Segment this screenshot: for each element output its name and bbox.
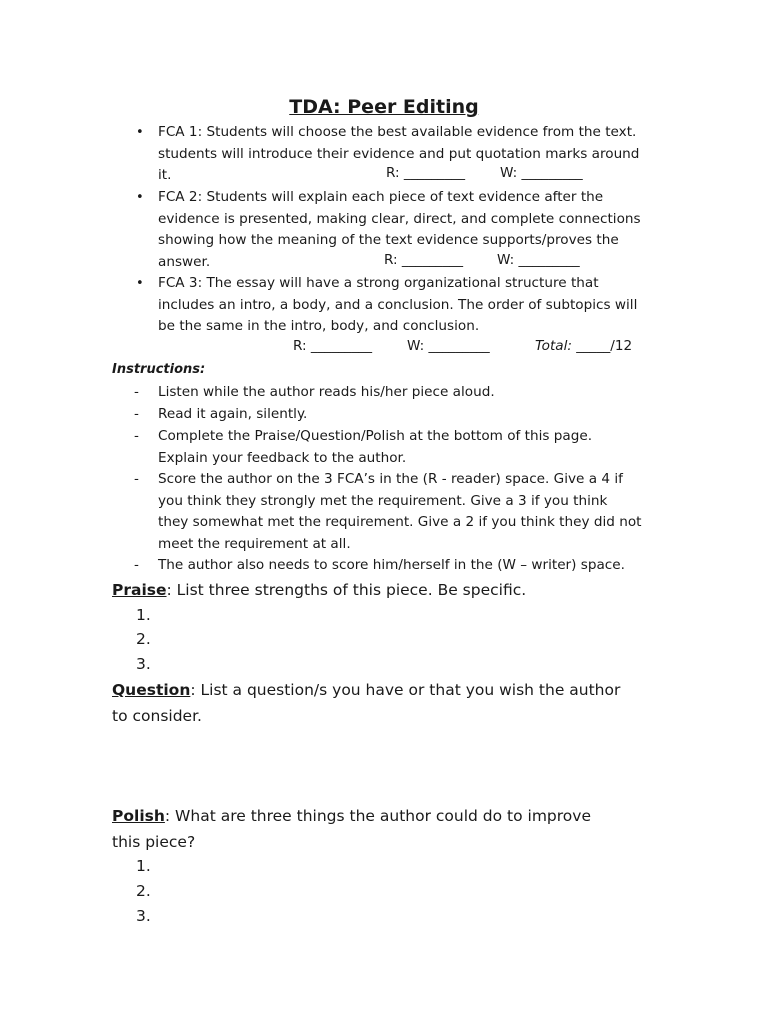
question-label: Question (112, 681, 191, 699)
question-prompt (112, 677, 620, 703)
question-text-line2: to consider. (112, 707, 202, 725)
fca-line: FCA 2: Students will explain each piece of text evidence after the (158, 189, 604, 205)
fca3-writer-score: W: _________ (407, 338, 490, 354)
fca-line: showing how the meaning of the text evidence supports/proves the (158, 232, 619, 248)
instruction-line: Read it again, silently. (158, 406, 308, 422)
dash-icon: - (134, 406, 139, 422)
instruction-item-1 (134, 382, 658, 404)
instruction-item-3 (134, 426, 658, 469)
fca1-reader-score: R: _________ (386, 165, 466, 181)
praise-label: Praise (112, 581, 167, 599)
instruction-item-5 (134, 555, 658, 577)
instruction-line: The author also needs to score him/herself in the (W – writer) space. (158, 557, 625, 573)
instruction-line: Explain your feedback to the author. (158, 449, 407, 466)
total-score (535, 338, 632, 354)
dash-icon: - (134, 557, 139, 573)
fca-line: evidence is presented, making clear, direct, and complete connections (158, 210, 641, 227)
praise-item-1: 1. (136, 606, 151, 624)
total-value: _____/12 (576, 338, 633, 354)
bullet-icon: • (136, 276, 144, 291)
instruction-line: Complete the Praise/Question/Polish at the bottom of this page. (158, 428, 593, 444)
fca-line: be the same in the intro, body, and conclusion. (158, 318, 480, 334)
instruction-line: you think they strongly met the requirement. Give a 3 if you think (158, 492, 608, 509)
dash-icon: - (134, 384, 139, 400)
bullet-icon: • (136, 190, 144, 205)
praise-item-3: 3. (136, 655, 151, 673)
fca-line: FCA 3: The essay will have a strong organizational structure that (158, 275, 599, 291)
polish-item-3: 3. (136, 907, 151, 925)
instruction-line: meet the requirement at all. (158, 535, 351, 552)
fca-line: it. (158, 167, 172, 183)
polish-label: Polish (112, 807, 165, 825)
instruction-item-2 (134, 404, 658, 426)
fca2-reader-score: R: _________ (384, 252, 464, 268)
dash-icon: - (134, 471, 139, 487)
fca-line: answer. (158, 253, 211, 270)
polish-text-line2: this piece? (112, 833, 196, 851)
praise-text: : List three strengths of this piece. Be specific. (166, 581, 527, 599)
instruction-line: Score the author on the 3 FCA’s in the (R - reader) space. Give a 4 if (158, 471, 623, 487)
instruction-line: they somewhat met the requirement. Give a 2 if you think they did not (158, 514, 642, 530)
fca-line: includes an intro, a body, and a conclusion. The order of subtopics will (158, 296, 638, 313)
praise-item-2: 2. (136, 630, 151, 648)
fca-line: FCA 1: Students will choose the best available evidence from the text. (158, 124, 637, 140)
polish-prompt (112, 803, 591, 829)
dash-icon: - (134, 428, 139, 444)
total-label: Total: (535, 338, 572, 354)
instructions-heading: Instructions: (112, 362, 206, 377)
fca2-writer-score: W: _________ (497, 252, 580, 268)
polish-item-2: 2. (136, 882, 151, 900)
bullet-icon: • (136, 125, 144, 140)
instruction-item-4 (134, 469, 658, 555)
praise-prompt (112, 577, 526, 603)
fca-line: students will introduce their evidence and put quotation marks around (158, 145, 640, 162)
polish-item-1: 1. (136, 857, 151, 875)
page-title: TDA: Peer Editing (289, 96, 479, 118)
fca1-writer-score: W: _________ (500, 165, 583, 181)
question-text: : List a question/s you have or that you wish the author (190, 681, 621, 699)
fca3-reader-score: R: _________ (293, 338, 373, 354)
instruction-line: Listen while the author reads his/her piece aloud. (158, 384, 495, 400)
polish-text: : What are three things the author could do to improve (164, 807, 591, 825)
fca-item-3 (136, 273, 658, 338)
